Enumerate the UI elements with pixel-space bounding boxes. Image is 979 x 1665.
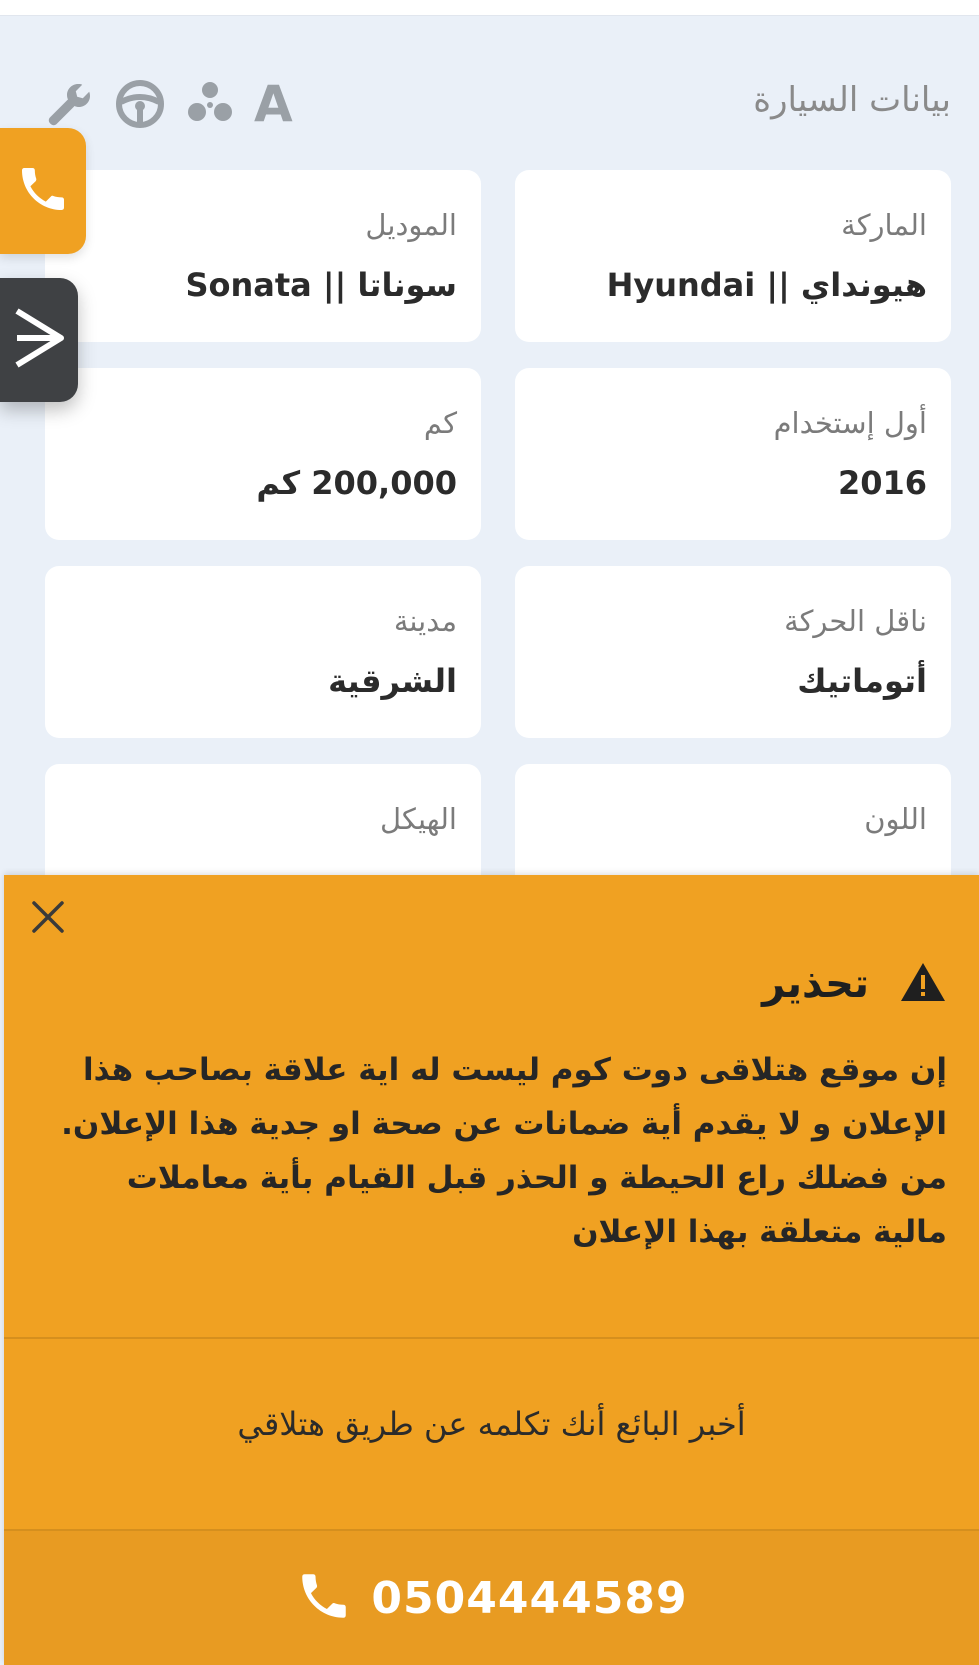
spec-card-city [45, 566, 481, 738]
spec-card-transmission [515, 566, 951, 738]
divider [4, 1337, 979, 1339]
call-seller-button[interactable] [4, 1531, 979, 1665]
phone-icon [15, 161, 71, 221]
warning-title-row [762, 961, 947, 1007]
engine-icon [184, 78, 236, 130]
close-icon[interactable] [28, 897, 68, 937]
spec-label: مدينة [393, 604, 457, 638]
tell-seller-text: أخبر البائع أنك تكلمه عن طريق هتلاقي [237, 1405, 746, 1443]
spec-label: كم [423, 406, 457, 440]
spec-label: اللون [864, 802, 927, 836]
phone-number: 0504444589 [371, 1572, 688, 1624]
spec-value: سوناتا || Sonata [185, 266, 457, 304]
spec-value: الشرقية [328, 662, 457, 700]
warning-title: تحذير [762, 961, 869, 1007]
spec-card-mileage [45, 368, 481, 540]
spec-value: 2016 [837, 464, 927, 502]
spec-label: الماركة [841, 208, 927, 242]
phone-icon [295, 1567, 353, 1629]
spec-value: 200,000 كم [256, 464, 457, 502]
side-call-button[interactable] [0, 128, 86, 254]
spec-value: هيونداي || Hyundai [606, 266, 927, 304]
spec-label: الهيكل [380, 802, 457, 836]
spec-card-brand [515, 170, 951, 342]
letter-a-icon: A [254, 75, 293, 133]
spec-card-first-use [515, 368, 951, 540]
share-icon [11, 303, 67, 377]
warning-text: إن موقع هتلاقى دوت كوم ليست له اية علاقة بصاحب هذا الإعلان و لا يقدم أية ضمانات عن صحة او جدية هذا الإعلان. من فضلك راع الحيطة و الحذر قبل القيام بأية معاملات مالية متعلقة بهذا الإعلان [61, 1052, 947, 1250]
warning-icon [899, 961, 947, 1007]
spec-label: الموديل [365, 208, 457, 242]
spec-label: أول إستخدام [773, 406, 927, 440]
spec-value: أتوماتيك [797, 662, 927, 700]
steering-wheel-icon [114, 78, 166, 130]
wrench-icon [44, 78, 96, 130]
warning-panel [4, 875, 979, 1665]
spec-icons [44, 76, 293, 132]
side-share-button[interactable] [0, 278, 78, 402]
top-strip [0, 0, 979, 16]
car-data-header [0, 60, 979, 140]
spec-card-model [45, 170, 481, 342]
spec-label: ناقل الحركة [784, 604, 927, 638]
section-title: بيانات السيارة [753, 80, 951, 120]
